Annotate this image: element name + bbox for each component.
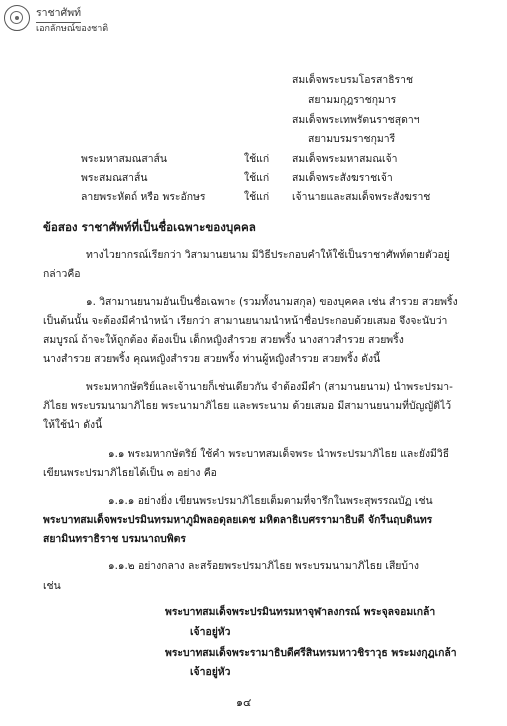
right-list-item: สมเด็จพระเทพรัตนราชสุดาฯ	[292, 114, 420, 126]
paragraph-line: ทางไวยากรณ์เรียกว่า วิสามานยนาม มีวิธีประกอบคำให้ใช้เป็นราชาศัพท์ตายตัวอยู่	[86, 249, 450, 261]
table-cell-term: พระสมณสาส์น	[81, 172, 148, 184]
table-cell-usage: ใช้แก่	[244, 191, 270, 203]
right-list-item: สมเด็จพระบรมโอรสาธิราช	[292, 74, 414, 86]
section-heading: ข้อสอง ราชาศัพท์ที่เป็นชื่อเฉพาะของบุคคล	[43, 220, 256, 234]
paragraph-line: ๑.๑ พระมหากษัตริย์ ใช้คำ พระบาทสมเด็จพระ นำพระปรมาภิไธย และยังมีวิธี	[108, 448, 450, 460]
paragraph-line: ๑.๑.๒ อย่างกลาง ละสร้อยพระปรมาภิไธย พระบรมนามาภิไธย เสียบ้าง	[108, 560, 419, 572]
right-list-item: สยามมกุฎราชกุมาร	[308, 94, 397, 106]
table-cell-recipient: สมเด็จพระมหาสมณเจ้า	[292, 153, 398, 165]
table-cell-usage: ใช้แก่	[244, 153, 270, 165]
paragraph-line: เขียนพระปรมาภิไธยได้เป็น ๓ อย่าง คือ	[43, 467, 217, 479]
paragraph-line: เป็นต้นนั้น จะต้องมีคำนำหน้า เรียกว่า สามานยนามนำหน้าชื่อประกอบด้วยเสมอ จึงจะนับว่า	[43, 315, 448, 327]
paragraph-line: กล่าวคือ	[43, 268, 81, 280]
header-title: ราชาศัพท์	[36, 4, 81, 23]
table-cell-term: พระมหาสมณสาส์น	[81, 153, 167, 165]
paragraph-line: พระมหากษัตริย์และเจ้านายก็เช่นเดียวกัน จำต้องมีคำ (สามานยนาม) นำพระปรมา-	[86, 381, 453, 393]
table-cell-recipient: เจ้านายและสมเด็จพระสังฆราช	[292, 191, 431, 203]
paragraph-line-bold: สยามินทราธิราช บรมนาถบพิตร	[43, 533, 186, 545]
example-line-bold: พระบาทสมเด็จพระรามาธิบดีศรีสินทรมหาวชิราวุธ พระมงกุฎเกล้า	[165, 647, 457, 659]
paragraph-line: นางสำรวย สวยพริ้ง คุณหญิงสำรวย สวยพริ้ง ท่านผู้หญิงสำรวย สวยพริ้ง ดังนี้	[43, 353, 381, 365]
header-subtitle: เอกลักษณ์ของชาติ	[36, 24, 109, 34]
page-number: ๑๔	[236, 696, 252, 709]
example-line-bold: พระบาทสมเด็จพระปรมินทรมหาจุฬาลงกรณ์ พระจุลจอมเกล้า	[165, 606, 436, 618]
paragraph-line: ๑.๑.๑ อย่างยิ่ง เขียนพระปรมาภิไธยเต็มตามที่จารึกในพระสุพรรณบัฏ เช่น	[108, 495, 433, 507]
table-cell-term: ลายพระหัตถ์ หรือ พระอักษร	[81, 191, 206, 203]
example-line-bold: เจ้าอยู่หัว	[190, 666, 231, 678]
right-list-item: สยามบรมราชกุมารี	[308, 133, 396, 145]
paragraph-line: สมบูรณ์ ถ้าจะให้ถูกต้อง ต้องเป็น เด็กหญิงสำรวย สวยพริ้ง นางสาวสำรวย สวยพริ้ง	[43, 334, 404, 346]
paragraph-line-bold: พระบาทสมเด็จพระปรมินทรมหาภูมิพลอดุลยเดช มหิตลาธิเบศรรามาธิบดี จักรีนฤบดินทร	[43, 514, 433, 526]
paragraph-line: ภิไธย พระบรมนามาภิไธย พระนามาภิไธย และพระนาม ด้วยเสมอ มีสามานยนามที่บัญญัติไว้	[43, 400, 452, 412]
header	[4, 4, 114, 34]
paragraph-line: เช่น	[43, 580, 61, 592]
table-cell-usage: ใช้แก่	[244, 172, 270, 184]
example-line-bold: เจ้าอยู่หัว	[190, 626, 231, 638]
table-cell-recipient: สมเด็จพระสังฆราชเจ้า	[292, 172, 393, 184]
paragraph-line: ให้ใช้นำ ดังนี้	[43, 419, 103, 431]
paragraph-line: ๑. วิสามานยนามอันเป็นชื่อเฉพาะ (รวมทั้งนามสกุล) ของบุคคล เช่น สำรวย สวยพริ้ง	[86, 296, 458, 308]
logo-icon	[4, 5, 30, 31]
